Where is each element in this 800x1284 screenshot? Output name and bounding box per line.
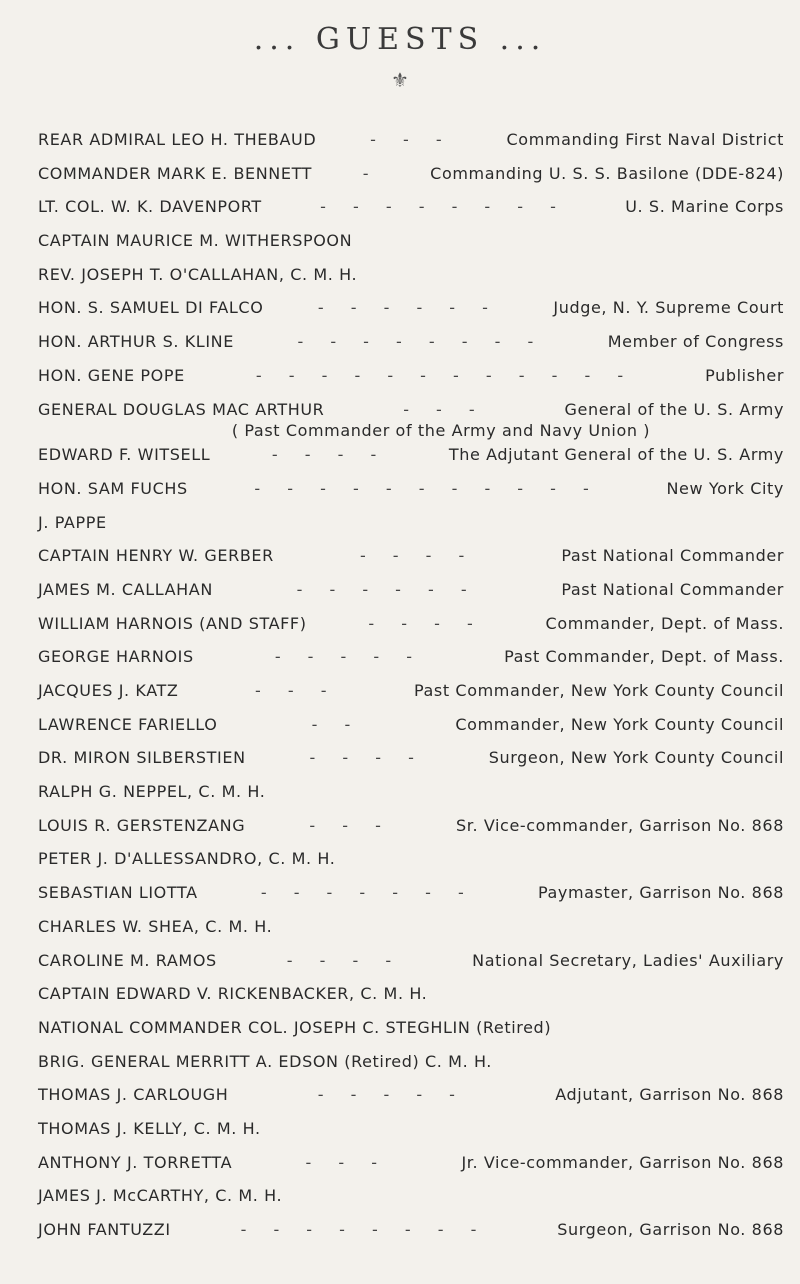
guest-role: Judge, N. Y. Supreme Court xyxy=(553,298,785,318)
guest-row xyxy=(38,984,784,1018)
guest-name: RALPH G. NEPPEL, C. M. H. xyxy=(38,782,266,802)
guest-row xyxy=(38,164,784,198)
guest-name: JACQUES J. KATZ xyxy=(38,681,179,700)
guest-name: JOHN FANTUZZI xyxy=(38,1220,171,1239)
guest-name: LAWRENCE FARIELLO xyxy=(38,714,218,734)
guest-role: Past Commander, Dept. of Mass. xyxy=(504,647,784,667)
guest-name: EDWARD F. WITSELL xyxy=(38,445,211,465)
guest-role: Paymaster, Garrison No. 868 xyxy=(537,883,785,903)
guest-name: COMMANDER MARK E. BENNETT xyxy=(38,163,313,183)
guest-role: Past Commander, New York County Council xyxy=(414,681,785,700)
guest-name: J. PAPPE xyxy=(38,512,107,532)
guest-role: Past National Commander xyxy=(561,579,784,599)
guest-role: Commander, Dept. of Mass. xyxy=(545,613,785,633)
guest-name: REAR ADMIRAL LEO H. THEBAUD xyxy=(38,130,317,149)
guest-role: General of the U. S. Army xyxy=(564,399,785,419)
guest-row xyxy=(38,580,784,614)
guest-role: New York City xyxy=(666,478,784,498)
guest-name: SEBASTIAN LIOTTA xyxy=(38,883,198,903)
guest-row xyxy=(38,1186,784,1220)
guest-role: Sr. Vice-commander, Garrison No. 868 xyxy=(455,815,784,835)
guest-name: HON. GENE POPE xyxy=(38,365,185,385)
guest-role: U. S. Marine Corps xyxy=(625,197,784,217)
guest-name: ANTHONY J. TORRETTA xyxy=(38,1152,233,1172)
guest-role: The Adjutant General of the U. S. Army xyxy=(448,445,785,465)
guest-name: DR. MIRON SILBERSTIEN xyxy=(38,748,246,768)
guest-name: CAROLINE M. RAMOS xyxy=(38,950,217,970)
guest-row xyxy=(38,614,784,648)
guest-role: Jr. Vice-commander, Garrison No. 868 xyxy=(461,1152,785,1172)
guest-row xyxy=(38,782,784,816)
guest-row xyxy=(38,1085,784,1119)
guest-row xyxy=(38,647,784,681)
guest-name: CAPTAIN MAURICE M. WITHERSPOON xyxy=(38,231,353,251)
guest-row xyxy=(38,951,784,985)
guest-name: THOMAS J. KELLY, C. M. H. xyxy=(38,1118,261,1138)
leader-dashes: - - xyxy=(311,714,362,734)
guest-name: THOMAS J. CARLOUGH xyxy=(38,1085,229,1105)
guest-row xyxy=(38,1052,784,1086)
guest-name: CAPTAIN EDWARD V. RICKENBACKER, C. M. H. xyxy=(38,984,428,1004)
guest-role: Commander, New York County Council xyxy=(455,714,784,734)
guest-name: BRIG. GENERAL MERRITT A. EDSON (Retired) C. M. H. xyxy=(38,1051,492,1071)
leader-dashes: - - - xyxy=(370,130,453,149)
fleur-de-lis-ornament-icon: ⚜ xyxy=(391,68,409,92)
guest-row xyxy=(38,513,784,547)
guest-row xyxy=(38,298,784,332)
guest-row xyxy=(38,231,784,265)
guest-row xyxy=(38,332,784,366)
leader-dashes: - - - - - - xyxy=(317,298,499,318)
leader-dashes: - - - xyxy=(254,681,338,700)
guest-role: Surgeon, New York County Council xyxy=(488,748,785,768)
guest-row xyxy=(38,1153,784,1187)
guest-row xyxy=(38,445,784,479)
guest-name: GENERAL DOUGLAS MAC ARTHUR xyxy=(38,399,325,419)
guest-name: NATIONAL COMMANDER COL. JOSEPH C. STEGHLIN (Retired) xyxy=(38,1017,552,1037)
guest-note: ( Past Commander of the Army and Navy Union ) xyxy=(231,421,651,441)
guest-row xyxy=(38,265,784,299)
guest-row xyxy=(38,816,784,850)
leader-dashes: - xyxy=(362,163,380,183)
guest-row xyxy=(38,366,784,400)
leader-dashes: - - - - - - - - xyxy=(320,197,567,217)
guest-role: Commanding U. S. S. Basilone (DDE-824) xyxy=(430,163,784,183)
guest-role: National Secretary, Ladies' Auxiliary xyxy=(472,950,784,970)
leader-dashes: - - - - xyxy=(368,613,484,633)
guest-name: LOUIS R. GERSTENZANG xyxy=(38,815,246,835)
guest-role: Commanding First Naval District xyxy=(506,130,784,149)
guest-row xyxy=(38,479,784,513)
guest-row xyxy=(38,748,784,782)
guest-row xyxy=(38,917,784,951)
guest-name: CHARLES W. SHEA, C. M. H. xyxy=(38,916,273,936)
guest-name: LT. COL. W. K. DAVENPORT xyxy=(38,197,262,217)
guest-name: HON. ARTHUR S. KLINE xyxy=(38,332,234,352)
guest-role: Past National Commander xyxy=(561,546,785,566)
guest-row xyxy=(38,197,784,231)
leader-dashes: - - - xyxy=(309,815,392,835)
guest-row xyxy=(38,130,784,164)
guest-name: GEORGE HARNOIS xyxy=(38,647,194,667)
leader-dashes: - - - - xyxy=(359,546,476,566)
guest-list xyxy=(38,130,784,1254)
guest-row xyxy=(38,1220,784,1254)
leader-dashes: - - - - xyxy=(309,748,425,768)
leader-dashes: - - - - xyxy=(286,950,403,970)
leader-dashes: - - - - - - xyxy=(296,579,478,599)
guest-row xyxy=(38,715,784,749)
guest-role: Publisher xyxy=(705,365,784,385)
guest-row xyxy=(38,883,784,917)
guest-name: CAPTAIN HENRY W. GERBER xyxy=(38,546,274,566)
guest-name: REV. JOSEPH T. O'CALLAHAN, C. M. H. xyxy=(38,264,358,284)
leader-dashes: - - - - - - - - xyxy=(240,1220,488,1239)
leader-dashes: - - - - - xyxy=(317,1085,466,1105)
guest-row xyxy=(38,546,784,580)
guest-role: Adjutant, Garrison No. 868 xyxy=(555,1085,785,1105)
guest-role: Surgeon, Garrison No. 868 xyxy=(557,1220,785,1239)
leader-dashes: - - - - - - - - - - - - xyxy=(255,365,635,385)
guest-name: JAMES J. McCARTHY, C. M. H. xyxy=(38,1186,283,1206)
guest-row xyxy=(38,849,784,883)
guest-row xyxy=(38,681,784,715)
guest-row xyxy=(38,1119,784,1153)
leader-dashes: - - - xyxy=(403,399,486,419)
guest-row xyxy=(38,1018,784,1052)
leader-dashes: - - - - - - - - xyxy=(297,332,545,352)
guest-name: JAMES M. CALLAHAN xyxy=(38,579,213,599)
guest-name: WILLIAM HARNOIS (AND STAFF) xyxy=(38,613,307,633)
page-title: ... GUESTS ... xyxy=(253,22,547,57)
leader-dashes: - - - - - xyxy=(274,647,424,667)
leader-dashes: - - - - - - - - - - - xyxy=(254,478,600,498)
leader-dashes: - - - xyxy=(305,1152,389,1172)
guest-name: HON. SAM FUCHS xyxy=(38,478,188,498)
leader-dashes: - - - - - - - xyxy=(260,883,475,903)
guest-role: Member of Congress xyxy=(607,332,784,352)
leader-dashes: - - - - xyxy=(271,445,388,465)
guest-name: PETER J. D'ALLESSANDRO, C. M. H. xyxy=(38,849,336,869)
guest-name: HON. S. SAMUEL DI FALCO xyxy=(38,298,264,318)
